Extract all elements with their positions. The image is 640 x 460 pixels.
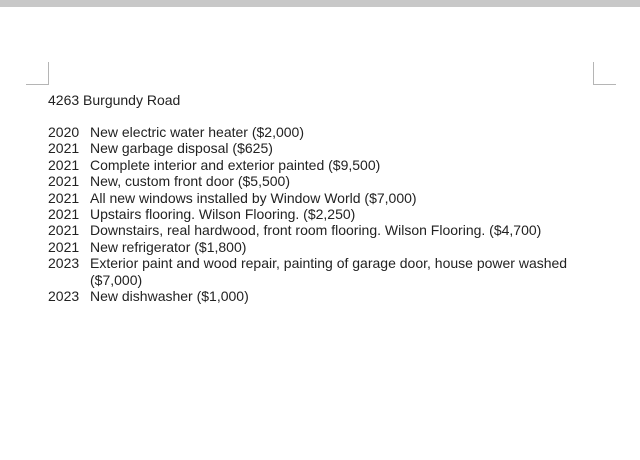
margin-corner-top-left — [26, 62, 49, 85]
list-item — [48, 255, 580, 288]
entry-year: 2021 — [48, 173, 80, 190]
entry-year: 2021 — [48, 156, 80, 173]
entry-description: Exterior paint and wood repair, painting of garage door, house power washed ($7,000) — [90, 255, 568, 288]
entry-description: New, custom front door ($5,500) — [90, 173, 290, 190]
list-item — [48, 288, 580, 304]
list-item — [48, 222, 580, 238]
margin-corner-top-right — [593, 62, 616, 85]
entry-description: All new windows installed by Window World ($7,000) — [90, 189, 417, 206]
entry-year: 2021 — [48, 238, 80, 255]
entry-description: New garbage disposal ($625) — [90, 140, 273, 157]
list-item — [48, 239, 580, 255]
entry-description: New electric water heater ($2,000) — [90, 124, 304, 140]
entry-description: New dishwasher ($1,000) — [90, 288, 249, 305]
list-item — [48, 173, 580, 189]
entry-year: 2023 — [48, 255, 80, 272]
entry-year: 2021 — [48, 189, 80, 206]
entry-year: 2020 — [48, 124, 80, 140]
entry-description: New refrigerator ($1,800) — [90, 238, 247, 255]
list-item — [48, 190, 580, 206]
entry-description: Downstairs, real hardwood, front room flooring. Wilson Flooring. ($4,700) — [90, 222, 542, 239]
entry-year: 2021 — [48, 206, 80, 223]
window-top-bar — [0, 0, 640, 7]
entry-description: Complete interior and exterior painted ($9,500) — [90, 156, 381, 173]
entry-year: 2023 — [48, 288, 80, 305]
entry-year: 2021 — [48, 222, 80, 239]
list-item — [48, 140, 580, 156]
list-item — [48, 157, 580, 173]
document-address: 4263 Burgundy Road — [48, 92, 181, 108]
list-item — [48, 124, 580, 140]
entry-description: Upstairs flooring. Wilson Flooring. ($2,250) — [90, 206, 356, 223]
entry-year: 2021 — [48, 140, 80, 157]
entry-list — [48, 124, 580, 304]
list-item — [48, 206, 580, 222]
